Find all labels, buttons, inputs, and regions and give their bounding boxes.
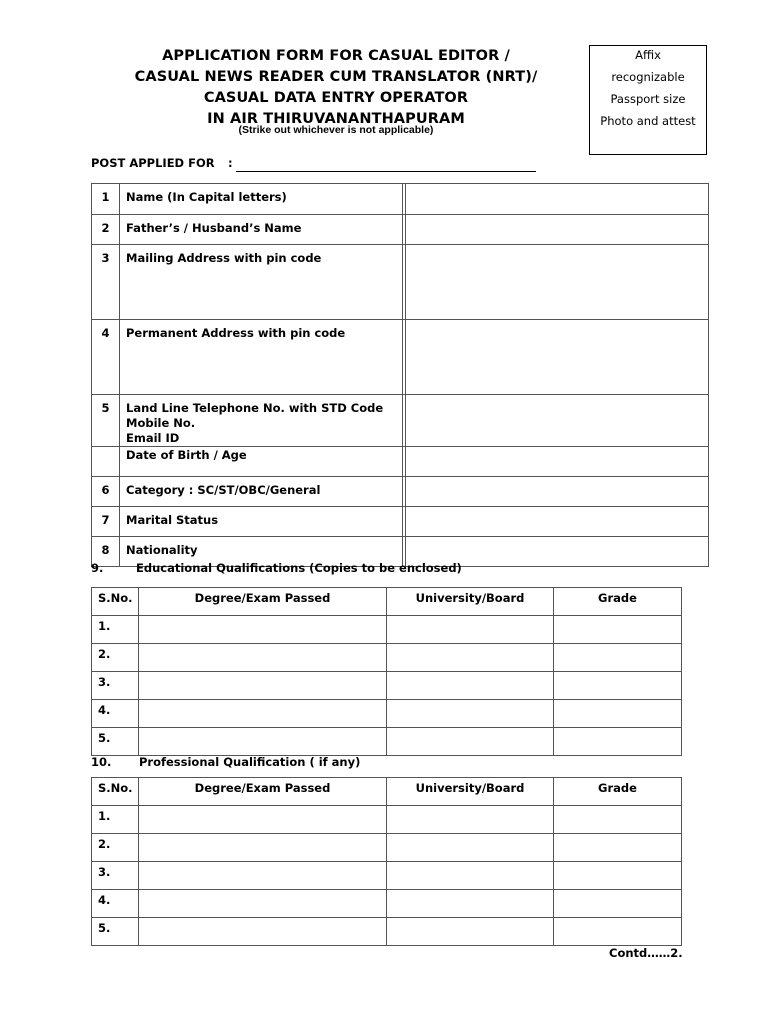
row-label: Name (In Capital letters): [120, 184, 403, 215]
degree-cell[interactable]: [139, 644, 387, 672]
row-sno: 2.: [92, 644, 139, 672]
contact-field[interactable]: [406, 395, 709, 447]
form-title: [80, 46, 592, 130]
education-table: [91, 587, 682, 756]
dob-age-field[interactable]: [406, 447, 709, 477]
grade-cell[interactable]: [554, 834, 682, 862]
row-sno: 1.: [92, 616, 139, 644]
university-cell[interactable]: [387, 728, 554, 756]
category-field[interactable]: [406, 477, 709, 507]
table-row: [92, 616, 682, 644]
marital-status-field[interactable]: [406, 507, 709, 537]
row-label: [120, 395, 403, 447]
university-cell[interactable]: [387, 834, 554, 862]
header-grade: Grade: [554, 778, 682, 806]
degree-cell[interactable]: [139, 700, 387, 728]
row-label: Mailing Address with pin code: [120, 245, 403, 320]
grade-cell[interactable]: [554, 918, 682, 946]
university-cell[interactable]: [387, 672, 554, 700]
row-sno: 1.: [92, 806, 139, 834]
table-row: [92, 890, 682, 918]
photo-line-1: Affix: [635, 48, 661, 62]
post-applied-label: POST APPLIED FOR: [91, 156, 215, 170]
header-grade: Grade: [554, 588, 682, 616]
row-label: Nationality: [120, 537, 403, 567]
row-label: Permanent Address with pin code: [120, 320, 403, 395]
email-label: Email ID: [126, 431, 180, 445]
table-row: [92, 395, 709, 447]
row-number: 8: [92, 537, 120, 567]
table-row: [92, 672, 682, 700]
header-sno: S.No.: [92, 588, 139, 616]
row-number: 3: [92, 245, 120, 320]
mailing-address-field[interactable]: [406, 245, 709, 320]
professional-section-number: 10.: [91, 755, 112, 769]
row-label: Category : SC/ST/OBC/General: [120, 477, 403, 507]
university-cell[interactable]: [387, 890, 554, 918]
row-sno: 5.: [92, 918, 139, 946]
table-row: [92, 507, 709, 537]
education-section-title: Educational Qualifications (Copies to be enclosed): [136, 561, 462, 575]
table-row: [92, 320, 709, 395]
post-applied-field[interactable]: [236, 171, 536, 172]
row-number: 6: [92, 477, 120, 507]
header-degree: Degree/Exam Passed: [139, 778, 387, 806]
table-row: [92, 862, 682, 890]
header-university: University/Board: [387, 588, 554, 616]
photo-box: [589, 45, 707, 155]
table-row: [92, 447, 709, 477]
education-section-number: 9.: [91, 561, 104, 575]
table-header-row: [92, 778, 682, 806]
university-cell[interactable]: [387, 644, 554, 672]
row-number: 2: [92, 215, 120, 245]
professional-table: [91, 777, 682, 946]
row-number: 5: [92, 395, 120, 447]
row-number: 4: [92, 320, 120, 395]
grade-cell[interactable]: [554, 700, 682, 728]
row-number: 7: [92, 507, 120, 537]
header-degree: Degree/Exam Passed: [139, 588, 387, 616]
degree-cell[interactable]: [139, 834, 387, 862]
table-row: [92, 477, 709, 507]
row-sno: 4.: [92, 890, 139, 918]
mobile-label: Mobile No.: [126, 416, 196, 430]
table-header-row: [92, 588, 682, 616]
degree-cell[interactable]: [139, 806, 387, 834]
row-number: 1: [92, 184, 120, 215]
photo-line-4: Photo and attest: [600, 114, 696, 128]
name-field[interactable]: [406, 184, 709, 215]
professional-section-title: Professional Qualification ( if any): [139, 755, 361, 769]
row-sno: 3.: [92, 862, 139, 890]
row-sno: 4.: [92, 700, 139, 728]
grade-cell[interactable]: [554, 806, 682, 834]
grade-cell[interactable]: [554, 616, 682, 644]
title-line-4: IN AIR THIRUVANANTHAPURAM: [207, 111, 465, 127]
degree-cell[interactable]: [139, 616, 387, 644]
grade-cell[interactable]: [554, 862, 682, 890]
photo-line-3: Passport size: [610, 92, 686, 106]
table-row: [92, 700, 682, 728]
row-label: Marital Status: [120, 507, 403, 537]
table-row: [92, 806, 682, 834]
degree-cell[interactable]: [139, 918, 387, 946]
grade-cell[interactable]: [554, 644, 682, 672]
university-cell[interactable]: [387, 918, 554, 946]
personal-details-table: [91, 183, 709, 567]
title-line-2: CASUAL NEWS READER CUM TRANSLATOR (NRT)/: [134, 69, 538, 85]
post-applied-colon: :: [228, 156, 233, 170]
degree-cell[interactable]: [139, 862, 387, 890]
table-row: [92, 215, 709, 245]
row-sno: 2.: [92, 834, 139, 862]
table-row: [92, 245, 709, 320]
continued-marker: Contd……2.: [609, 946, 683, 960]
degree-cell[interactable]: [139, 890, 387, 918]
row-label: Father’s / Husband’s Name: [120, 215, 403, 245]
title-line-3: CASUAL DATA ENTRY OPERATOR: [203, 90, 469, 106]
university-cell[interactable]: [387, 806, 554, 834]
grade-cell[interactable]: [554, 728, 682, 756]
row-label: Date of Birth / Age: [120, 447, 403, 477]
photo-line-2: recognizable: [611, 70, 685, 84]
university-cell[interactable]: [387, 862, 554, 890]
table-row: [92, 918, 682, 946]
table-row: [92, 644, 682, 672]
phone-label: Land Line Telephone No. with STD Code: [126, 401, 384, 415]
degree-cell[interactable]: [139, 672, 387, 700]
grade-cell[interactable]: [554, 672, 682, 700]
grade-cell[interactable]: [554, 890, 682, 918]
row-number: [92, 447, 120, 477]
table-row: [92, 184, 709, 215]
form-subtitle: (Strike out whichever is not applicable): [238, 124, 434, 136]
header-university: University/Board: [387, 778, 554, 806]
row-sno: 3.: [92, 672, 139, 700]
header-sno: S.No.: [92, 778, 139, 806]
university-cell[interactable]: [387, 700, 554, 728]
row-sno: 5.: [92, 728, 139, 756]
degree-cell[interactable]: [139, 728, 387, 756]
father-husband-name-field[interactable]: [406, 215, 709, 245]
table-row: [92, 728, 682, 756]
title-line-1: APPLICATION FORM FOR CASUAL EDITOR /: [162, 48, 510, 64]
table-row: [92, 834, 682, 862]
permanent-address-field[interactable]: [406, 320, 709, 395]
university-cell[interactable]: [387, 616, 554, 644]
